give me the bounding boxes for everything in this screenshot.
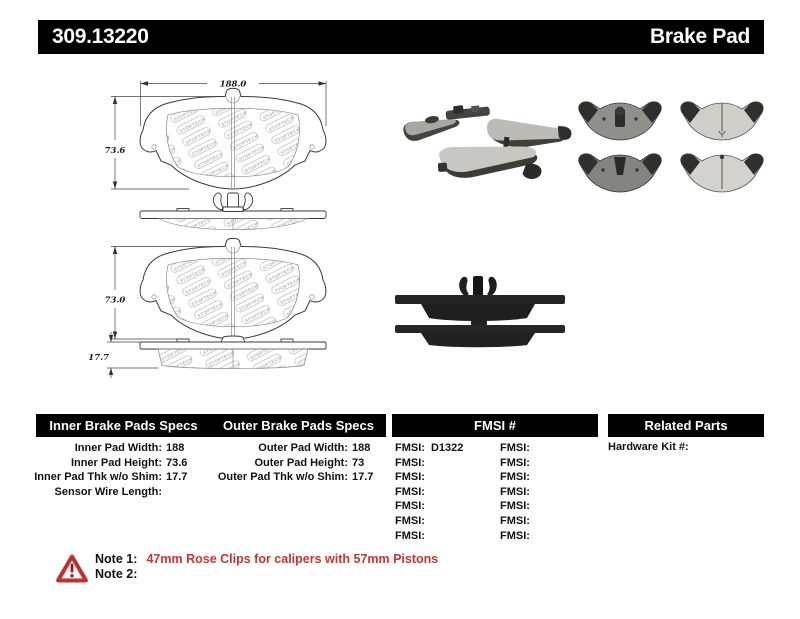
related-parts-title: Related Parts bbox=[644, 418, 728, 433]
spec-label: Outer Pad Thk w/o Shim: bbox=[217, 471, 348, 484]
notes-section bbox=[95, 552, 438, 582]
spec-value: 188 bbox=[166, 442, 185, 454]
fmsi-label: FMSI: bbox=[395, 485, 425, 498]
related-part-label: Hardware Kit #: bbox=[608, 441, 689, 453]
product-photo-flat-set bbox=[572, 95, 768, 199]
note-2 bbox=[95, 567, 438, 582]
technical-drawings bbox=[55, 70, 365, 380]
fmsi-label: FMSI: bbox=[500, 456, 530, 469]
spec-label: Outer Pad Height: bbox=[254, 456, 348, 469]
spec-label: Inner Pad Width: bbox=[74, 442, 162, 454]
note-1-label: Note 1: bbox=[95, 552, 138, 566]
warning-triangle-icon bbox=[55, 553, 89, 583]
outer-pad-height-label: 73.0 bbox=[104, 295, 126, 306]
outer-pad-front-view bbox=[140, 238, 326, 339]
inner-specs-title: Inner Brake Pads Specs bbox=[49, 418, 198, 433]
spec-label: Outer Pad Width: bbox=[258, 442, 348, 454]
spec-row bbox=[36, 470, 208, 485]
fmsi-label: FMSI: bbox=[395, 514, 425, 527]
fmsi-label: FMSI: bbox=[500, 529, 530, 542]
spec-row bbox=[212, 456, 394, 471]
fmsi-row bbox=[392, 514, 602, 529]
fmsi-label: FMSI: bbox=[500, 500, 530, 513]
note-1-text: 47mm Rose Clips for calipers with 57mm Pistons bbox=[146, 552, 439, 566]
inner-pad-front-view bbox=[140, 88, 326, 189]
spec-value: 73.6 bbox=[166, 456, 188, 469]
fmsi-row bbox=[392, 485, 602, 500]
spec-label: Inner Pad Height: bbox=[70, 456, 162, 469]
fmsi-label: FMSI: bbox=[500, 442, 530, 454]
pad-thickness-label: 17.7 bbox=[88, 353, 109, 363]
spec-row bbox=[36, 456, 208, 471]
pads-specs-header-bar bbox=[36, 414, 386, 437]
spec-value: 73 bbox=[352, 456, 365, 469]
inner-pad-height-label: 73.6 bbox=[104, 145, 126, 156]
outer-specs-column bbox=[212, 441, 394, 485]
fmsi-row bbox=[392, 470, 602, 485]
pad-thickness-edge-view bbox=[140, 336, 326, 369]
product-photo-angled-set bbox=[393, 95, 573, 195]
note-1 bbox=[95, 552, 438, 567]
fmsi-row bbox=[392, 441, 602, 456]
spec-value: 17.7 bbox=[166, 471, 188, 484]
fmsi-label: FMSI: bbox=[500, 485, 530, 498]
spec-row bbox=[36, 485, 208, 500]
inner-specs-column bbox=[36, 441, 208, 499]
spec-value: 17.7 bbox=[352, 471, 374, 484]
fmsi-column bbox=[392, 441, 602, 543]
fmsi-label: FMSI: bbox=[395, 471, 425, 484]
spec-value: 188 bbox=[352, 442, 371, 454]
title-bar bbox=[38, 20, 764, 54]
fmsi-value: D1322 bbox=[430, 442, 464, 454]
fmsi-row bbox=[392, 499, 602, 514]
related-parts-column bbox=[608, 441, 694, 453]
spec-row bbox=[36, 441, 208, 456]
fmsi-label: FMSI: bbox=[500, 514, 530, 527]
pad-edge-view-with-sensor bbox=[140, 193, 326, 230]
fmsi-label: FMSI: bbox=[500, 471, 530, 484]
spec-label: Inner Pad Thk w/o Shim: bbox=[34, 471, 162, 484]
spec-row bbox=[212, 441, 394, 456]
related-parts-header-bar bbox=[608, 414, 764, 437]
fmsi-row bbox=[392, 456, 602, 471]
fmsi-header-bar bbox=[392, 414, 598, 437]
fmsi-row bbox=[392, 529, 602, 544]
note-2-label: Note 2: bbox=[95, 567, 138, 581]
spec-row bbox=[212, 470, 394, 485]
product-photo-edge-view bbox=[393, 268, 573, 348]
fmsi-label: FMSI: bbox=[395, 442, 425, 454]
fmsi-label: FMSI: bbox=[395, 456, 425, 469]
fmsi-title: FMSI # bbox=[474, 418, 516, 433]
outer-specs-title: Outer Brake Pads Specs bbox=[222, 418, 375, 433]
fmsi-label: FMSI: bbox=[395, 500, 425, 513]
pad-width-label: 188.0 bbox=[219, 79, 247, 90]
product-type: Brake Pad bbox=[649, 25, 750, 48]
spec-label: Sensor Wire Length: bbox=[54, 485, 162, 498]
part-number: 309.13220 bbox=[52, 25, 149, 48]
fmsi-label: FMSI: bbox=[395, 529, 425, 542]
